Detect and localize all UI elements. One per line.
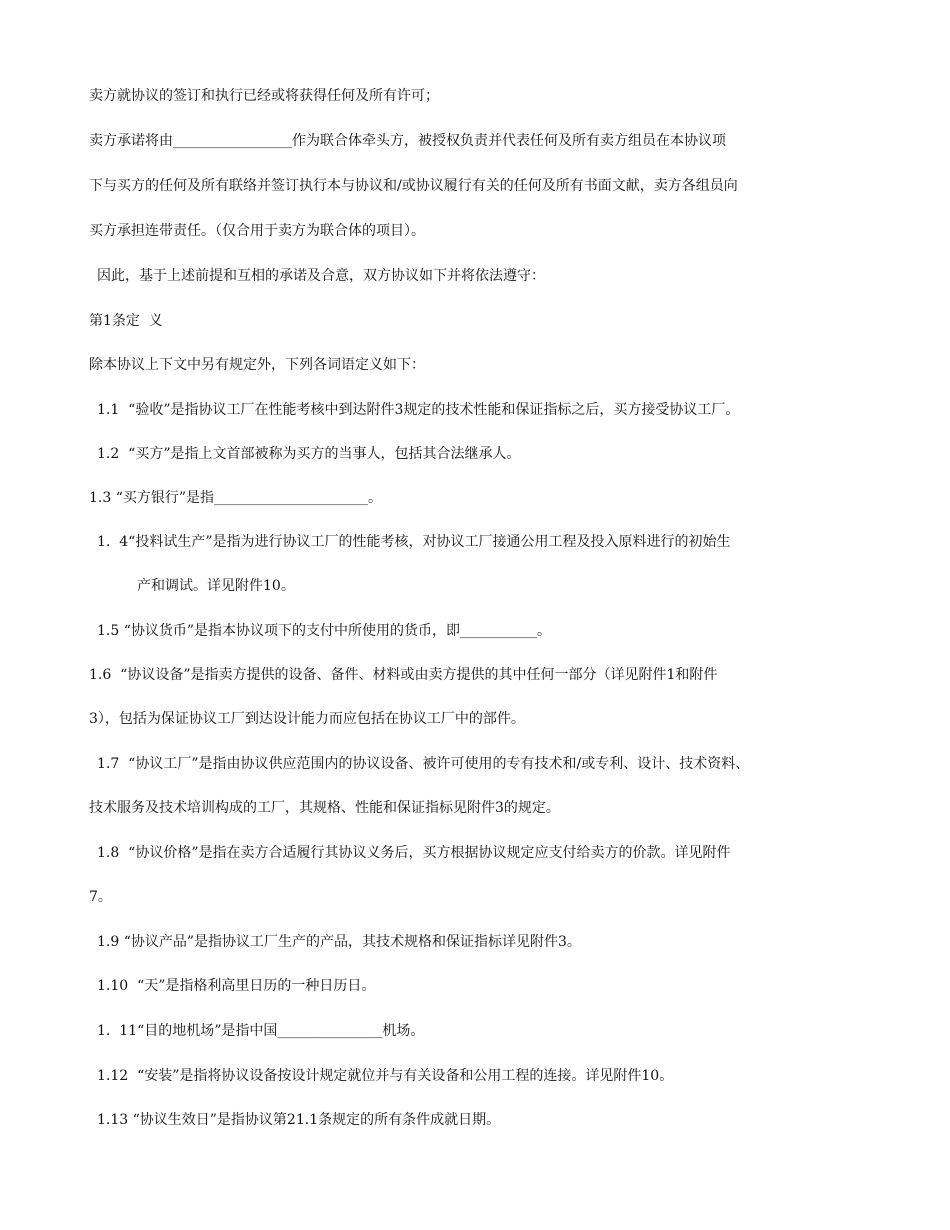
definition-item: 1.1 “验收”是指协议工厂在性能考核中到达附件3规定的技术性能和保证指标之后，买方接受协议工厂。 (97, 402, 740, 418)
definition-continuation: 3），包括为保证协议工厂到达设计能力而应包括在协议工厂中的部件。 (89, 711, 525, 727)
paragraph-line: 买方承担连带责任。（仅合用于卖方为联合体的项目）。 (89, 223, 425, 239)
paragraph-line: 下与买方的任何及所有联络并签订执行本与协议和/或协议履行有关的任何及所有书面文献，卖方各组员向 (89, 178, 738, 194)
definition-item: 1.10 “天”是指格利高里日历的一种日历日。 (97, 978, 376, 994)
definition-continuation: 7。 (89, 889, 112, 905)
definition-continuation: 产和调试。详见附件10。 (137, 578, 295, 594)
paragraph-line: 因此，基于上述前提和互相的承诺及合意，双方协议如下并将依法遵守： (97, 268, 545, 284)
definition-continuation: 技术服务及技术培训构成的工厂，其规格、性能和保证指标见附件3的规定。 (89, 800, 560, 816)
definition-item: 1.2 “买方”是指上文首部被称为买方的当事人，包括其合法继承人。 (97, 446, 521, 462)
definition-item: 1.3 “买方银行”是指______________________。 (89, 490, 383, 506)
paragraph-line: 卖方承诺将由_________________作为联合体牵头方，被授权负责并代表任何及所有卖方组员在本协议项 (89, 133, 726, 149)
definition-item: 1.12 “安装”是指将协议设备按设计规定就位并与有关设备和公用工程的连接。详见附件10。 (97, 1068, 674, 1084)
definition-item: 1. 11“目的地机场”是指中国_______________机场。 (97, 1023, 425, 1039)
definition-item: 1.8 “协议价格”是指在卖方合适履行其协议义务后，买方根据协议规定应支付给卖方的价款。详见附件 (97, 845, 731, 861)
definition-item: 1.9 “协议产品”是指协议工厂生产的产品，其技术规格和保证指标详见附件3。 (97, 934, 581, 950)
definition-item: 1. 4“投料试生产”是指为进行协议工厂的性能考核，对协议工厂接通公用工程及投入原料进行的初始生 (97, 534, 731, 550)
paragraph-line: 除本协议上下文中另有规定外，下列各词语定义如下： (89, 357, 425, 373)
definition-item: 1.13 “协议生效日”是指协议第21.1条规定的所有条件成就日期。 (97, 1112, 501, 1128)
definition-item: 1.6 “协议设备”是指卖方提供的设备、备件、材料或由卖方提供的其中任何一部分（详见附件1和附件 (89, 667, 718, 683)
section-heading: 第1条定 义 (89, 313, 163, 329)
definition-item: 1.7 “协议工厂”是指由协议供应范围内的协议设备、被许可使用的专有技术和/或专利、设计、技术资料、 (97, 756, 750, 772)
definition-item: 1.5 “协议货币”是指本协议项下的支付中所使用的货币，即___________。 (97, 623, 552, 639)
paragraph-line: 卖方就协议的签订和执行已经或将获得任何及所有许可； (89, 88, 439, 104)
